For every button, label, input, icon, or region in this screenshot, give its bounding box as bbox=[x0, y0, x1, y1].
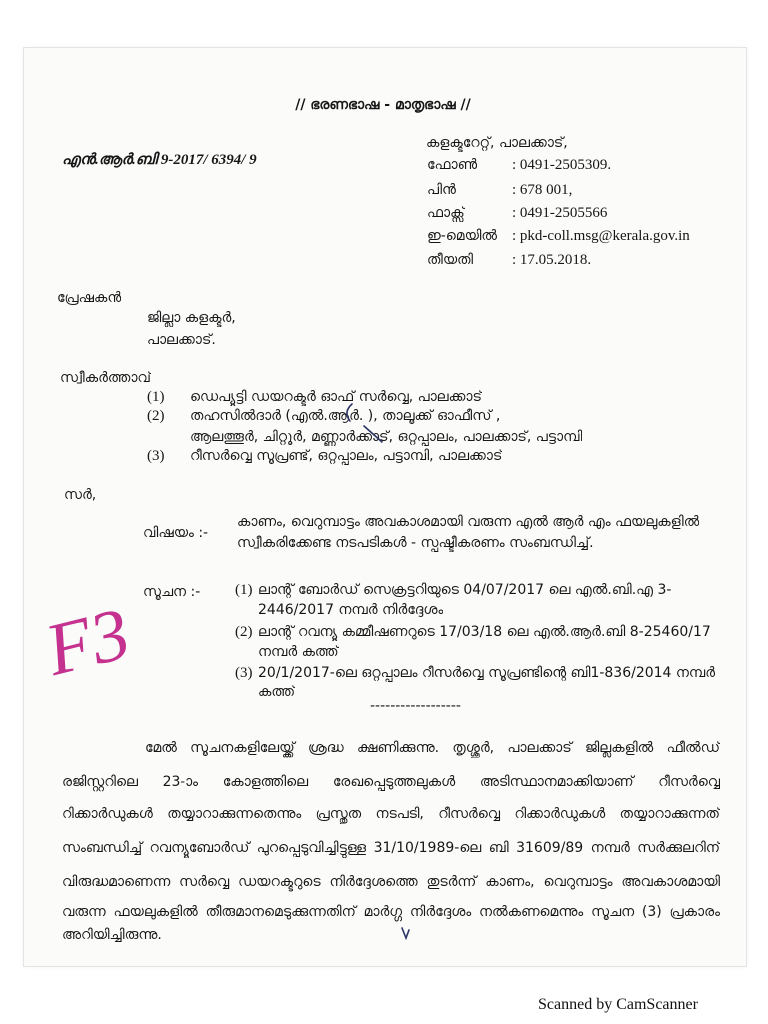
recipient-line: തഹസിൽദാർ (എൽ.ആർ. ), താലൂക്ക് ഓഫീസ് , bbox=[190, 408, 501, 424]
body-line: സംബന്ധിച്ച് റവന്യൂബോർഡ് പുറപ്പെടുവിച്ചിട്ടുള്ള 31/10/1989-ലെ ബി 31609/89 നമ്പർ സർക്കുലറിന് bbox=[62, 840, 720, 856]
subject-line: കാണം, വെറുമ്പാട്ടം അവകാശമായി വരുന്ന എൽ ആർ എം ഫയലുകളിൽ bbox=[237, 514, 700, 530]
reference-line: ലാന്റ് ബോർഡ് സെക്രട്ടറിയുടെ 04/07/2017 ലെ എൽ.ബി.എ 3- bbox=[258, 582, 672, 598]
date-label: തീയതി bbox=[427, 252, 473, 268]
pin-value: : 678 001, bbox=[512, 182, 573, 198]
header-motto: // ഭരണഭാഷ - മാതൃഭാഷ // bbox=[295, 97, 471, 113]
body-line: വരുന്ന ഫയലുകളിൽ തീരുമാനമെടുക്കുന്നതിന് മാർഗ്ഗ നിർദ്ദേശം നൽകണമെന്നും സൂചന (3) പ്രകാരം bbox=[62, 904, 720, 920]
reference-number: എൻ.ആർ.ബി 9-2017/ 6394/ 9 bbox=[62, 152, 257, 168]
reference-line: 20/1/2017-ലെ ഒറ്റപ്പാലം റീസർവ്വെ സൂപ്രണ്ടിന്റെ ബി1-836/2014 നമ്പർ bbox=[258, 665, 716, 681]
reference-line: 2446/2017 നമ്പർ നിർദ്ദേശം bbox=[258, 602, 444, 618]
phone-value: : 0491-2505309. bbox=[512, 157, 612, 173]
fax-value: : 0491-2505566 bbox=[512, 205, 608, 221]
recipient-line: ഡെപ്യൂട്ടി ഡയറക്ടർ ഓഫ് സർവ്വെ, പാലക്കാട് bbox=[190, 389, 482, 405]
scanned-page bbox=[24, 48, 746, 966]
body-line: റിക്കാർഡുകൾ തയ്യാറാക്കുന്നതെന്നും പ്രസ്തുത നടപടി, റീസർവ്വെ റിക്കാർഡുകൾ തയ്യാറാക്കുന്നത് bbox=[62, 806, 720, 822]
scanner-watermark: Scanned by CamScanner bbox=[538, 996, 698, 1013]
email-value: : pkd-coll.msg@kerala.gov.in bbox=[512, 228, 690, 244]
handwritten-file-mark: F3 bbox=[38, 592, 138, 692]
recipient-number: (2) bbox=[147, 408, 165, 424]
pin-label: പിൻ bbox=[427, 182, 456, 198]
body-line: രജിസ്റ്ററിലെ 23-ാം കോളത്തിലെ രേഖപ്പെടുത്തലുകൾ അടിസ്ഥാനമാക്കിയാണ് റീസർവ്വെ bbox=[62, 774, 720, 790]
reference-number-item: (1) bbox=[235, 582, 253, 598]
recipient-line: ആലത്തൂർ, ചിറ്റൂർ, മണ്ണാർക്കാട്, ഒറ്റപ്പാലം, പാലക്കാട്, പട്ടാമ്പി bbox=[190, 429, 583, 445]
recipient-number: (1) bbox=[147, 389, 165, 405]
office-address: കളക്ടറേറ്റ്, പാലക്കാട്, bbox=[426, 135, 568, 151]
body-line: വിരുദ്ധമാണെന്ന സർവ്വെ ഡയറക്ടറുടെ നിർദ്ദേശത്തെ തുടർന്ന് കാണം, വെറുമ്പാട്ടം അവകാശമായി bbox=[62, 874, 720, 890]
reference-line: ലാന്റ് റവന്യൂ കമ്മീഷണറുടെ 17/03/18 ലെ എൽ.ആർ.ബി 8-25460/17 bbox=[258, 624, 711, 640]
subject-line: സ്വീകരിക്കേണ്ട നടപടികൾ - സ്പഷ്ടീകരണം സംബന്ധിച്ച്. bbox=[237, 535, 594, 551]
reference-number-item: (3) bbox=[235, 665, 253, 681]
sender-label: പ്രേഷകൻ bbox=[57, 290, 122, 306]
reference-line: കത്ത് bbox=[258, 684, 296, 700]
phone-label: ഫോൺ bbox=[427, 157, 478, 173]
separator-line: ------------------ bbox=[370, 698, 461, 714]
sender-line: ജില്ലാ കളക്ടർ, bbox=[147, 310, 236, 326]
body-line: അറിയിച്ചിരുന്നു. bbox=[62, 927, 162, 943]
subject-label: വിഷയം :- bbox=[143, 525, 209, 541]
salutation: സർ, bbox=[64, 487, 97, 503]
recipients-label: സ്വീകർത്താവ് bbox=[60, 370, 151, 386]
references-label: സൂചന :- bbox=[143, 584, 201, 600]
date-value: : 17.05.2018. bbox=[512, 252, 592, 268]
reference-number-item: (2) bbox=[235, 624, 253, 640]
sender-line: പാലക്കാട്. bbox=[147, 332, 216, 348]
fax-label: ഫാക്സ് bbox=[427, 205, 465, 221]
email-label: ഇ-മെയിൽ bbox=[427, 228, 497, 244]
recipient-line: റീസർവ്വെ സൂപ്രണ്ട്, ഒറ്റപ്പാലം, പട്ടാമ്പി, പാലക്കാട് bbox=[190, 448, 503, 464]
recipient-number: (3) bbox=[147, 448, 165, 464]
body-line: മേൽ സൂചനകളിലേയ്ക്ക് ശ്രദ്ധ ക്ഷണിക്കുന്നു. തൃശ്ശൂർ, പാലക്കാട് ജില്ലകളിൽ ഫീൽഡ് bbox=[145, 740, 720, 756]
reference-line: നമ്പർ കത്ത് bbox=[258, 644, 339, 660]
